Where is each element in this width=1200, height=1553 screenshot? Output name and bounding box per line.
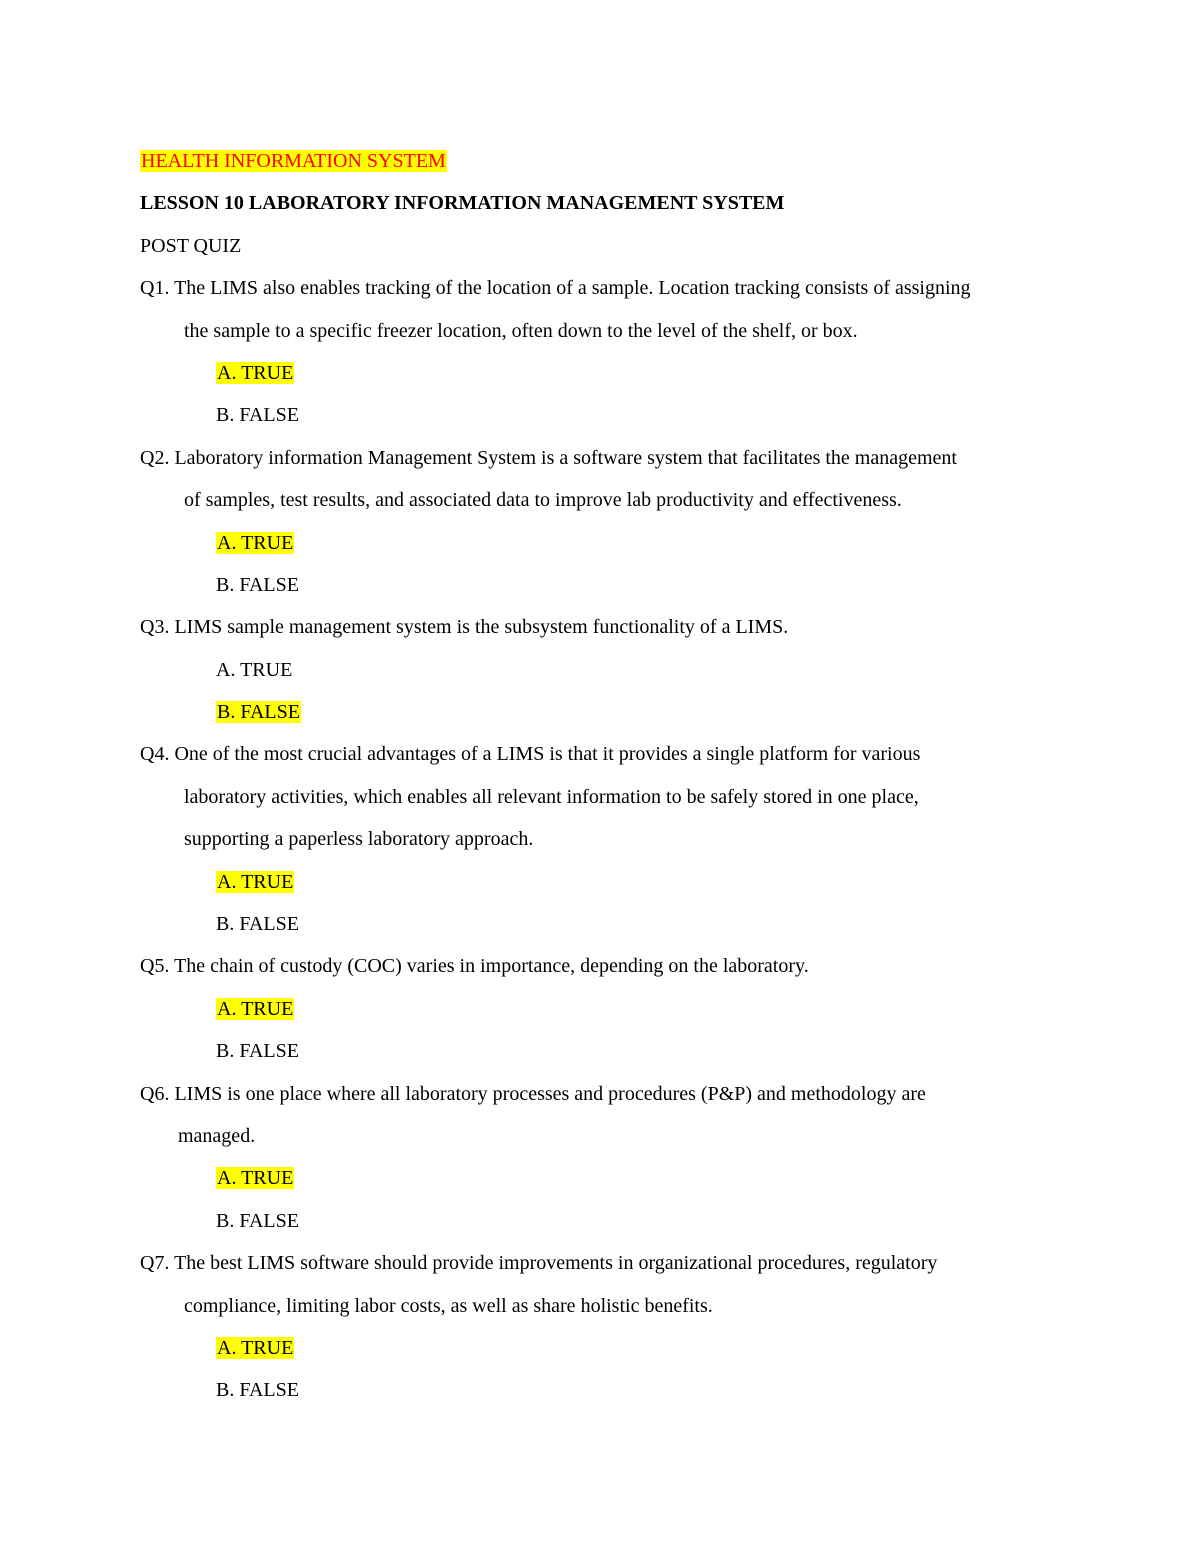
quiz-label: POST QUIZ bbox=[140, 234, 242, 257]
answer-option-b bbox=[140, 1030, 1060, 1072]
option-label: A. TRUE bbox=[217, 1336, 294, 1359]
answer-option-a bbox=[140, 861, 1060, 903]
answer-option-b bbox=[140, 564, 1060, 606]
option-label: B. FALSE bbox=[216, 1209, 299, 1232]
answer-option-a bbox=[140, 1327, 1060, 1369]
question-1 bbox=[140, 267, 1060, 437]
answer-option-a bbox=[140, 522, 1060, 564]
answer-option-a bbox=[140, 649, 1060, 691]
answer-option-b bbox=[140, 691, 1060, 733]
answer-option-b bbox=[140, 394, 1060, 436]
question-7 bbox=[140, 1242, 1060, 1412]
question-text: Q5. The chain of custody (COC) varies in importance, depending on the laboratory. bbox=[140, 955, 809, 978]
course-title-line bbox=[140, 140, 1060, 182]
question-text-continued: of samples, test results, and associated data to improve lab productivity and effectiveness. bbox=[184, 489, 902, 512]
question-text: Q3. LIMS sample management system is the subsystem functionality of a LIMS. bbox=[140, 616, 789, 639]
answer-option-a bbox=[140, 1157, 1060, 1199]
question-2 bbox=[140, 437, 1060, 607]
option-label: A. TRUE bbox=[217, 531, 294, 554]
answer-option-b bbox=[140, 903, 1060, 945]
option-label: B. FALSE bbox=[216, 1040, 299, 1063]
option-label: A. TRUE bbox=[217, 997, 294, 1020]
question-text-continued: managed. bbox=[178, 1124, 256, 1147]
option-label: B. FALSE bbox=[216, 573, 299, 596]
document-body bbox=[140, 140, 1060, 1412]
option-label: A. TRUE bbox=[216, 658, 293, 681]
option-label: B. FALSE bbox=[216, 1379, 299, 1402]
answer-option-b bbox=[140, 1369, 1060, 1411]
question-3 bbox=[140, 606, 1060, 733]
question-text: Q6. LIMS is one place where all laboratory processes and procedures (P&P) and methodology are bbox=[140, 1082, 926, 1105]
answer-option-b bbox=[140, 1200, 1060, 1242]
question-text-continued: supporting a paperless laboratory approach. bbox=[184, 828, 534, 851]
question-text: Q4. One of the most crucial advantages of a LIMS is that it provides a single platform for various bbox=[140, 743, 921, 766]
answer-option-a bbox=[140, 988, 1060, 1030]
option-label: B. FALSE bbox=[216, 913, 299, 936]
option-label: B. FALSE bbox=[217, 701, 300, 724]
question-6 bbox=[140, 1073, 1060, 1243]
question-5 bbox=[140, 945, 1060, 1072]
question-text: Q7. The best LIMS software should provide improvements in organizational procedures, regulatory bbox=[140, 1252, 938, 1275]
option-label: A. TRUE bbox=[217, 361, 294, 384]
question-text-continued: compliance, limiting labor costs, as well as share holistic benefits. bbox=[184, 1294, 713, 1317]
question-text-continued: the sample to a specific freezer location, often down to the level of the shelf, or box. bbox=[184, 319, 858, 342]
question-text: Q2. Laboratory information Management System is a software system that facilitates the management bbox=[140, 446, 957, 469]
course-title: HEALTH INFORMATION SYSTEM bbox=[141, 150, 446, 172]
option-label: B. FALSE bbox=[216, 404, 299, 427]
option-label: A. TRUE bbox=[217, 1167, 294, 1190]
answer-option-a bbox=[140, 352, 1060, 394]
option-label: A. TRUE bbox=[217, 870, 294, 893]
lesson-title: LESSON 10 LABORATORY INFORMATION MANAGEMENT SYSTEM bbox=[140, 192, 785, 215]
question-4 bbox=[140, 733, 1060, 945]
question-text: Q1. The LIMS also enables tracking of the location of a sample. Location tracking consists of assigning bbox=[140, 277, 971, 300]
question-text-continued: laboratory activities, which enables all relevant information to be safely stored in one place, bbox=[184, 785, 919, 808]
